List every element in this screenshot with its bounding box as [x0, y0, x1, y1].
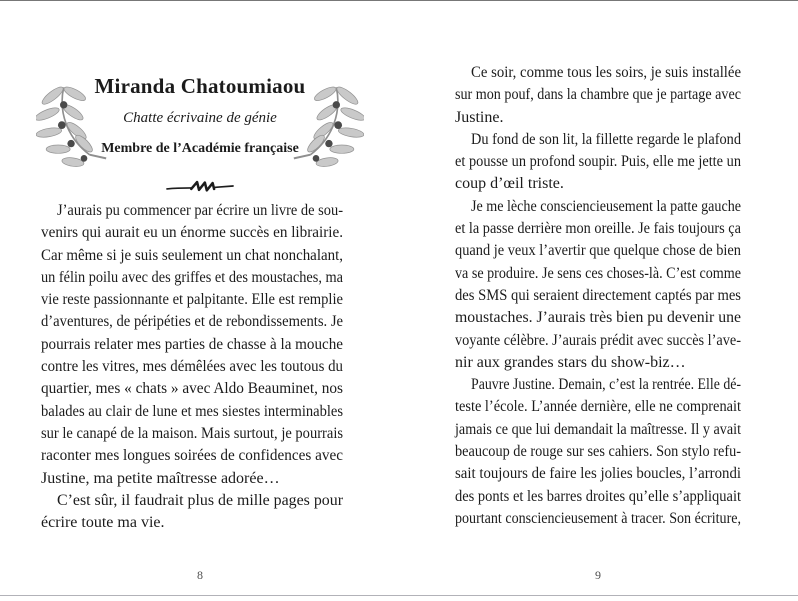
text-line: moustaches. J’aurais très bien pu devenir une [455, 309, 741, 327]
text-line: des ponts et les barres droites qu’elle s’appliquait [455, 487, 741, 505]
text-line: nir aux grandes stars du show-biz… [455, 353, 686, 371]
text-line: contre les vitres, mes démêlées avec les toutous du [41, 358, 343, 376]
text-line: vie reste passionnante et palpitante. Elle est remplie [41, 291, 343, 309]
olive-branch-left-icon [36, 83, 108, 171]
text-line: Justine, ma petite maîtresse adorée… [41, 469, 280, 487]
text-line: raconter mes longues soirées de confidences avec [41, 447, 343, 465]
text-line: pourrais relater mes parties de chasse à la mouche [41, 335, 343, 353]
page-number-left: 8 [197, 568, 203, 582]
author-subtitle: Chatte écrivaine de génie [123, 110, 277, 126]
page-body-right [455, 62, 741, 530]
text-line: quand je veux l’avertir que quelque chose de bien [455, 242, 741, 260]
text-line: J’aurais pu commencer par écrire un livre de sou- [57, 202, 343, 219]
text-line: jamais ce que lui demandait la maîtresse. Il y avait [455, 420, 741, 438]
page-number-right: 9 [595, 568, 601, 582]
text-line: C’est sûr, il faudrait plus de mille pages pour [57, 491, 343, 509]
olive-branch-right-icon [292, 83, 364, 171]
text-line: quartier, mes « chats » avec Aldo Beauminet, nos [41, 380, 343, 398]
text-line: beaucoup de rouge sur ses cahiers. Son stylo refu- [455, 443, 741, 461]
text-line: va se produire. Je sens ces choses-là. C’est comme [455, 264, 741, 282]
text-line: venirs qui aurait eu un énorme succès en librairie. [41, 224, 343, 242]
text-line: sait toujours de faire les jolies boucles, l’arrondi [455, 465, 741, 483]
text-line: et pousse un profond soupir. Puis, elle me jette un [455, 153, 741, 171]
squiggle-divider-icon [165, 179, 235, 193]
text-line: et la passe derrière mon oreille. Je fais toujours ça [455, 220, 741, 238]
text-line: sur le canapé de la maison. Mais surtout, je pourrais [41, 424, 343, 442]
text-line: teste l’école. L’année dernière, elle ne comprenait [455, 398, 741, 416]
text-line: Du fond de son lit, la fillette regarde le plafond [471, 130, 741, 148]
text-line: coup d’œil triste. [455, 175, 564, 193]
author-title: Miranda Chatoumiaou [94, 74, 306, 98]
text-line: balades au clair de lune et mes siestes interminables [41, 402, 343, 420]
text-line: un félin poilu avec des griffes et des moustaches, ma [41, 268, 343, 286]
text-line: pourtant consciencieusement à tracer. Son écriture, [455, 509, 741, 527]
top-rule [0, 0, 798, 1]
chapter-header [36, 74, 364, 193]
text-line: voyante célèbre. J’aurais prédit avec succès l’ave- [455, 331, 741, 349]
text-line: Ce soir, comme tous les soirs, je suis installée [471, 64, 741, 81]
text-line: Je me lèche consciencieusement la patte gauche [471, 197, 741, 215]
text-line: Pauvre Justine. Demain, c’est la rentrée. Elle dé- [471, 376, 741, 394]
text-line: Car même si je suis seulement un chat nonchalant, [41, 246, 343, 264]
bottom-rule [0, 595, 798, 596]
author-affiliation: Membre de l’Académie française [101, 141, 299, 156]
page-body-left [41, 200, 343, 534]
text-line: Justine. [455, 108, 504, 126]
text-line: des SMS qui seraient directement captés par mes [455, 286, 741, 304]
text-line: sur mon pouf, dans la chambre que je partage avec [455, 86, 741, 104]
text-line: écrire toute ma vie. [41, 514, 165, 532]
text-line: d’aventures, de péripéties et de rebondissements. Je [41, 313, 343, 331]
